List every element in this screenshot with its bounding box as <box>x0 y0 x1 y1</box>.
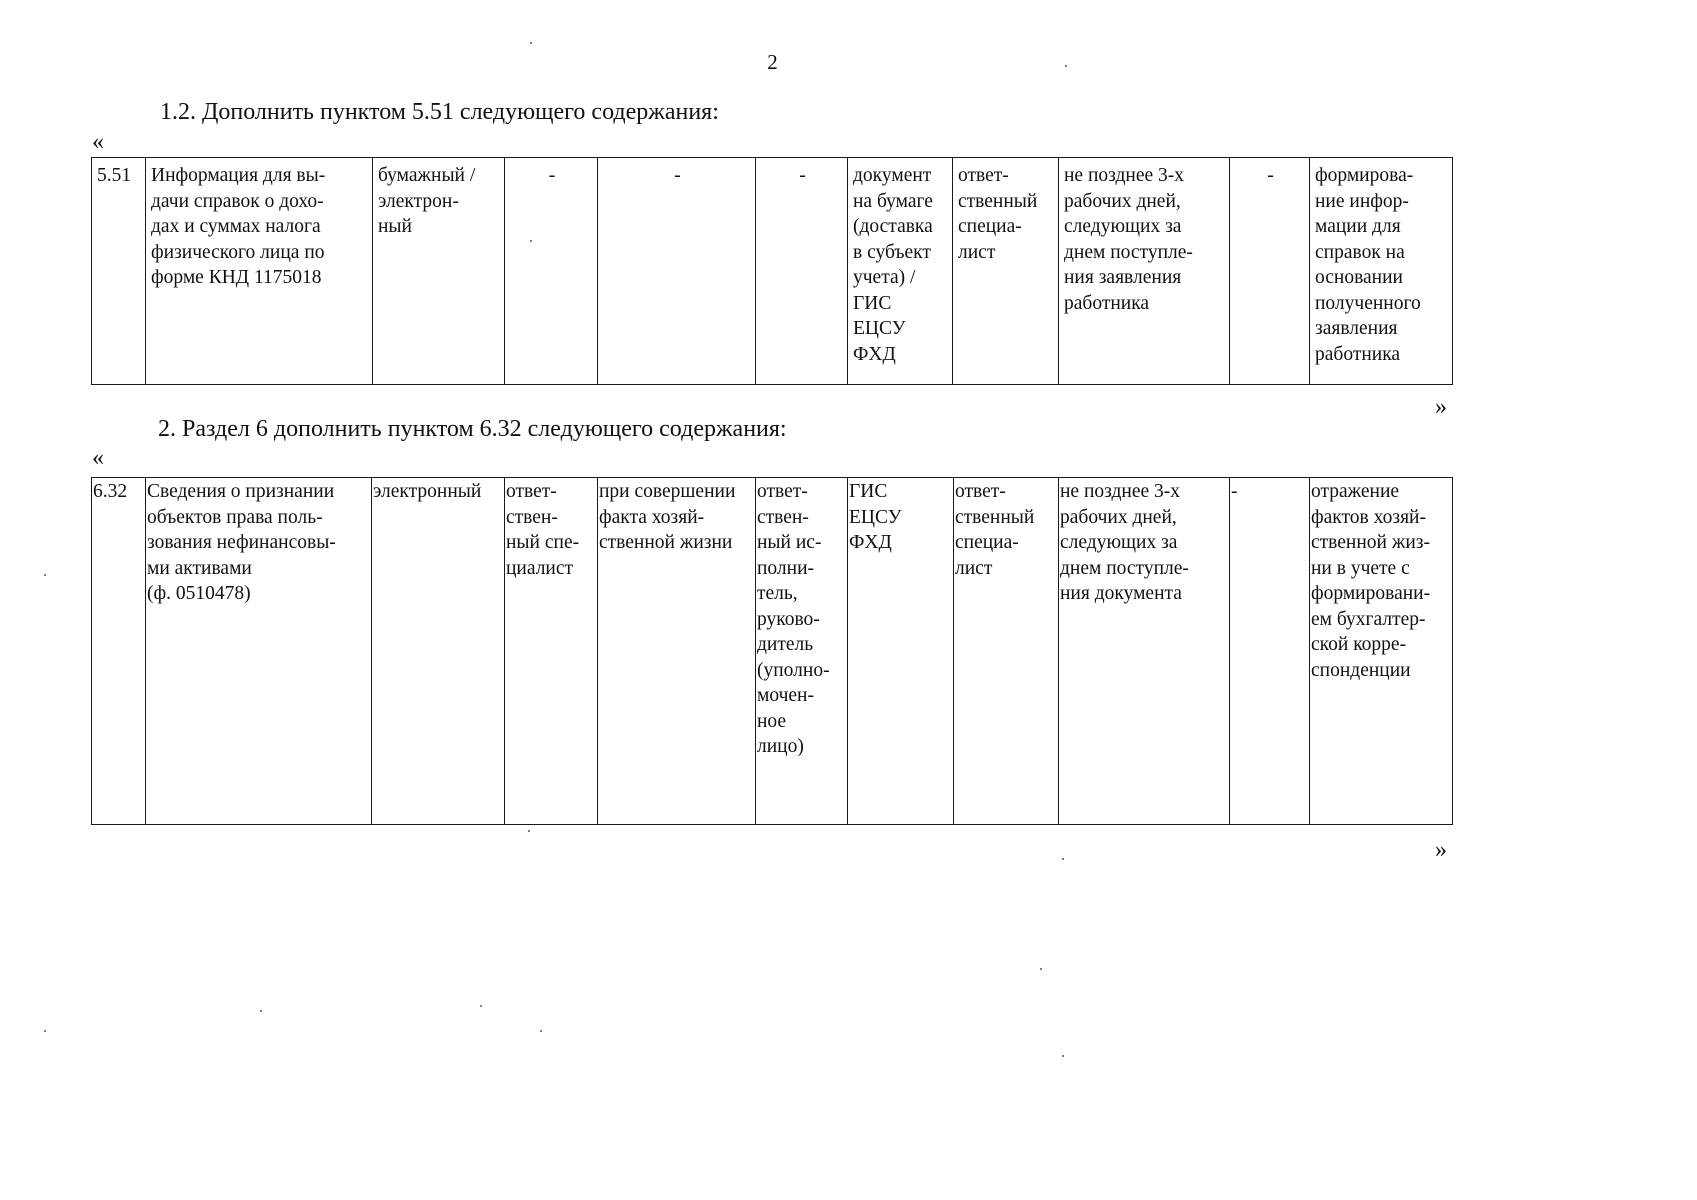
section2-heading: 2. Раздел 6 дополнить пунктом 6.32 следующего содержания: <box>158 416 787 442</box>
table-row <box>92 158 1453 385</box>
cell-text-line: полученного <box>1315 292 1421 314</box>
section2-open-quote: « <box>92 445 104 471</box>
cell-col9 <box>1059 478 1230 825</box>
cell-text-line: бумажный / <box>378 165 476 186</box>
cell-text-line: на бумаге <box>853 190 933 212</box>
cell-number: 6.32 <box>92 478 146 825</box>
cell-text-line: формировани- <box>1311 583 1431 604</box>
cell-text-line: зования нефинансовы- <box>147 532 336 553</box>
cell-text-line: тель, <box>757 583 798 604</box>
cell-text-line: ный ис- <box>757 532 822 553</box>
scan-speck <box>44 574 46 576</box>
cell-col5: - <box>598 158 756 385</box>
cell-col8 <box>953 158 1059 385</box>
cell-text-line: ской корре- <box>1311 634 1407 655</box>
cell-col10: - <box>1230 158 1310 385</box>
cell-text-line: (доставка <box>853 216 933 237</box>
cell-text-line: не позднее 3-х <box>1064 165 1185 186</box>
scan-speck <box>1040 968 1042 970</box>
cell-text-line: ный спе- <box>506 532 580 553</box>
cell-text-line: ствен- <box>506 506 558 528</box>
cell-text-line: факта хозяй- <box>599 506 705 528</box>
cell-text-line: ние инфор- <box>1315 190 1409 212</box>
cell-text-line: фактов хозяй- <box>1311 506 1426 528</box>
cell-text-line: не позднее 3-х <box>1060 481 1181 502</box>
cell-text-line: заявления <box>1315 318 1398 339</box>
scan-speck <box>1062 858 1064 860</box>
cell-text-line: работника <box>1064 292 1150 314</box>
cell-text-line: рабочих дней, <box>1064 190 1181 212</box>
cell-form <box>372 478 505 825</box>
section1-close-quote: » <box>1435 394 1447 420</box>
cell-text-line: ния документа <box>1060 583 1182 604</box>
cell-text-line: физического лица по <box>151 241 325 263</box>
cell-text-line: форме КНД 1175018 <box>151 267 322 288</box>
cell-text-line: объектов права поль- <box>147 506 323 528</box>
section2-table <box>91 477 1453 825</box>
cell-col4 <box>505 478 598 825</box>
cell-text-line: специа- <box>955 532 1019 553</box>
cell-text-line: ствен- <box>757 506 809 528</box>
cell-text-line: электрон- <box>378 190 459 212</box>
cell-text-line: работника <box>1315 343 1401 365</box>
page-number: 2 <box>767 50 778 74</box>
cell-text-line: мочен- <box>757 685 814 706</box>
cell-text-line: ответ- <box>958 165 1009 186</box>
cell-text-line: днем поступле- <box>1064 241 1193 263</box>
cell-text-line: формирова- <box>1315 165 1414 186</box>
cell-text-line: ный <box>378 216 412 237</box>
cell-form <box>373 158 505 385</box>
cell-text-line: справок на <box>1315 241 1405 263</box>
cell-col9 <box>1059 158 1230 385</box>
cell-text-line: лист <box>955 557 993 579</box>
cell-text-line: ственный <box>955 506 1035 528</box>
cell-text-line: ное <box>757 710 787 732</box>
cell-col6: - <box>756 158 848 385</box>
cell-text-line: дитель <box>757 634 814 655</box>
cell-text-line: следующих за <box>1060 532 1178 553</box>
cell-text-line: ственной жизни <box>599 532 733 553</box>
cell-text-line: специа- <box>958 216 1022 237</box>
cell-text-line: основании <box>1315 267 1403 288</box>
cell-number: 5.51 <box>92 158 146 385</box>
scan-speck <box>530 240 532 242</box>
cell-text-line: лицо) <box>757 736 804 757</box>
cell-col4: - <box>505 158 598 385</box>
cell-text-line: ответ- <box>757 481 808 502</box>
cell-text-line: (уполно- <box>757 659 830 681</box>
section2-close-quote: » <box>1435 837 1447 863</box>
scan-speck <box>530 42 532 44</box>
cell-text-line: Информация для вы- <box>151 165 326 186</box>
cell-text-line: в субъект <box>853 241 931 263</box>
cell-col8 <box>954 478 1059 825</box>
cell-text-line: следующих за <box>1064 216 1182 237</box>
scan-speck <box>540 1030 542 1032</box>
section1-table <box>91 157 1453 385</box>
cell-text-line: днем поступле- <box>1060 557 1189 579</box>
cell-col7 <box>848 158 953 385</box>
cell-text-line: ни в учете с <box>1311 557 1410 579</box>
scan-speck <box>260 1010 262 1012</box>
cell-col10: - <box>1230 478 1310 825</box>
cell-text-line: (ф. 0510478) <box>147 583 251 604</box>
cell-text-line: руково- <box>757 608 820 630</box>
cell-text-line: при совершении <box>599 481 736 502</box>
cell-col11 <box>1310 158 1453 385</box>
cell-text-line: лист <box>958 241 996 263</box>
cell-text-line: ГИС <box>849 481 888 502</box>
cell-text-line: дах и суммах налога <box>151 216 321 237</box>
cell-text-line: полни- <box>757 557 815 579</box>
table-row <box>92 478 1453 825</box>
cell-text-line: ЕЦСУ <box>853 318 906 339</box>
scan-speck <box>528 830 530 832</box>
scan-speck <box>480 1005 482 1007</box>
cell-col7 <box>848 478 954 825</box>
cell-text-line: ми активами <box>147 557 252 579</box>
cell-text-line: учета) / <box>853 267 916 288</box>
cell-col5 <box>598 478 756 825</box>
cell-text-line: мации для <box>1315 216 1401 237</box>
cell-text-line: ственный <box>958 190 1038 212</box>
section1-heading: 1.2. Дополнить пунктом 5.51 следующего содержания: <box>160 99 719 125</box>
cell-text-line: дачи справок о дохо- <box>151 190 324 212</box>
scan-speck <box>1062 1055 1064 1057</box>
cell-text-line: ФХД <box>853 343 896 365</box>
cell-col6 <box>756 478 848 825</box>
scan-speck <box>1065 65 1067 67</box>
cell-text-line: ЕЦСУ <box>849 506 902 528</box>
cell-name <box>146 158 373 385</box>
cell-text-line: ем бухгалтер- <box>1311 608 1426 630</box>
cell-text-line: ответ- <box>506 481 557 502</box>
cell-text-line: документ <box>853 165 932 186</box>
cell-text-line: ФХД <box>849 532 892 553</box>
cell-text-line: ния заявления <box>1064 267 1182 288</box>
cell-text-line: циалист <box>506 557 574 579</box>
cell-text-line: отражение <box>1311 481 1400 502</box>
section1-open-quote: « <box>92 129 104 155</box>
cell-text-line: Сведения о признании <box>147 481 335 502</box>
cell-text-line: ственной жиз- <box>1311 532 1430 553</box>
cell-text-line: ответ- <box>955 481 1006 502</box>
cell-text-line: ГИС <box>853 292 892 314</box>
cell-text-line: рабочих дней, <box>1060 506 1177 528</box>
cell-text-line: электронный <box>373 481 482 502</box>
cell-col11 <box>1310 478 1453 825</box>
cell-name <box>146 478 372 825</box>
cell-text-line: спонденции <box>1311 659 1411 681</box>
scan-speck <box>44 1030 46 1032</box>
